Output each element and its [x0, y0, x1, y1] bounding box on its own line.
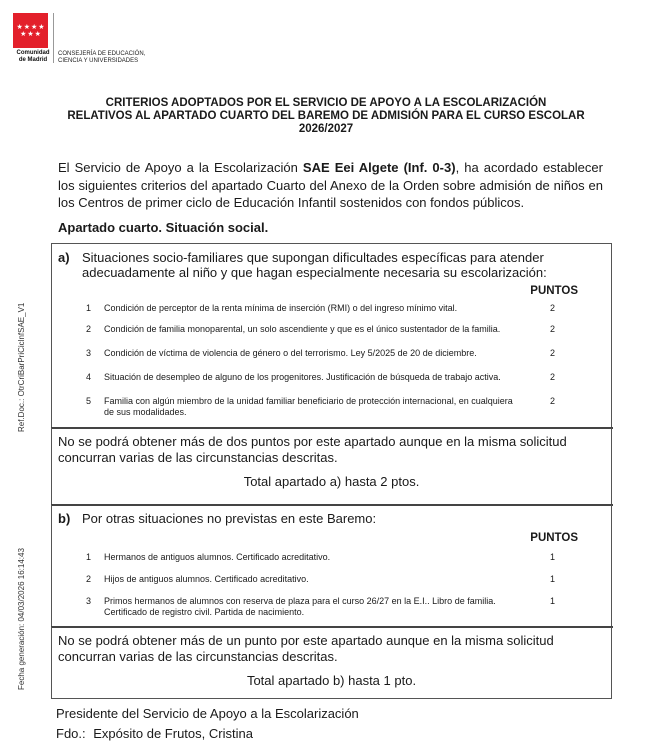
section-a-note: No se podrá obtener más de dos puntos por este apartado aunque en la misma solicitud concurran varias de las circunstancias descritas. [58, 434, 567, 465]
item-text: Hermanos de antiguos alumnos. Certificado acreditativo. [104, 552, 331, 562]
section-b-description: Por otras situaciones no previstas en este Baremo: [82, 511, 377, 526]
logo-name-line1: Comunidad [16, 50, 50, 56]
item-number: 3 [86, 348, 92, 358]
section-a-description: Situaciones socio-familiares que supongan dificultades específicas para atender adecuadamente al niño y que hagan especialmente necesaria su escolarización: [82, 250, 547, 280]
section-a [51, 243, 612, 428]
item-points: 2 [550, 348, 556, 358]
section-a-note-box [51, 428, 612, 505]
consejeria-label [58, 51, 145, 65]
comunidad-madrid-flag-icon: ★ ★ ★ ★ ★ ★ ★ [13, 13, 48, 48]
signer-name: Expósito de Frutos, Cristina [93, 726, 253, 741]
signer-role: Presidente del Servicio de Apoyo a la Escolarización [56, 706, 359, 721]
logo-divider [53, 13, 54, 63]
item-points: 1 [550, 596, 556, 606]
title-line2: RELATIVOS AL APARTADO CUARTO DEL BAREMO DE ADMISIÓN PARA EL CURSO ESCOLAR [67, 110, 585, 122]
item-number: 4 [86, 372, 92, 382]
item-points: 2 [550, 372, 556, 382]
generation-date-label: Fecha generación: 04/03/2026 16:14:43 [17, 548, 26, 690]
logo-name-line2: de Madrid [18, 57, 48, 63]
intro-text-before: El Servicio de Apoyo a la Escolarización [58, 160, 303, 175]
section-b-total: Total apartado b) hasta 1 pto. [246, 673, 417, 688]
section-heading: Apartado cuarto. Situación social. [58, 220, 269, 235]
item-points: 2 [550, 303, 556, 313]
item-points: 1 [550, 552, 556, 562]
section-b-note: No se podrá obtener más de un punto por este apartado aunque en la misma solicitud concurran varias de las circunstancias descritas. [58, 633, 554, 664]
item-text: Condición de víctima de violencia de género o del terrorismo. Ley 5/2025 de 20 de diciembre. [104, 348, 477, 358]
section-a-letter: a) [58, 250, 70, 265]
section-a-puntos-header: PUNTOS [530, 285, 578, 297]
section-b-puntos-header: PUNTOS [530, 532, 578, 544]
section-b-letter: b) [58, 511, 71, 526]
item-number: 2 [86, 324, 92, 334]
item-number: 3 [86, 596, 92, 606]
signer-line [56, 726, 253, 741]
item-number: 2 [86, 574, 92, 584]
comunidad-madrid-logo [13, 13, 53, 64]
intro-paragraph [58, 159, 603, 212]
consejeria-line2: CIENCIA Y UNIVERSIDADES [58, 58, 139, 64]
title-line3: 2026/2027 [298, 123, 354, 135]
fdo-label: Fdo.: [56, 726, 86, 741]
item-number: 1 [86, 303, 92, 313]
item-text: Condición de perceptor de la renta mínima de inserción (RMI) o del ingreso mínimo vital. [104, 303, 458, 313]
intro-text-after: , ha acordado establecer los siguientes criterios del apartado Cuarto del Anexo de la Orden sobre admisión de niños en los Centros de primer ciclo de Educación Infantil sostenidos con fondos públicos. [58, 160, 603, 210]
sae-name: SAE Eei Algete (Inf. 0-3) [302, 160, 456, 175]
document-title [0, 97, 652, 136]
item-text: Primos hermanos de alumnos con reserva de plaza para el curso 26/27 en la E.I.. Libro de familia. Certificado de registro civil. Partida de nacimiento. [104, 596, 496, 617]
item-points: 1 [550, 574, 556, 584]
consejeria-line1: CONSEJERÍA DE EDUCACIÓN, [58, 51, 146, 57]
item-text: Hijos de antiguos alumnos. Certificado acreditativo. [104, 574, 309, 584]
item-points: 2 [550, 324, 556, 334]
ref-doc-label: Ref.Doc.: OtrCriBarPriCiclnfSAE_V1 [17, 302, 26, 432]
logo-name [13, 50, 53, 64]
item-text: Situación de desempleo de alguno de los progenitores. Justificación de búsqueda de trabajo activa. [104, 372, 501, 382]
item-number: 1 [86, 552, 92, 562]
item-text: Familia con algún miembro de la unidad familiar beneficiario de protección internacional, en cualquiera de sus modalidades. [104, 396, 513, 417]
section-b-note-box [51, 627, 612, 699]
item-text: Condición de familia monoparental, un solo ascendiente y que es el único sustentador de la familia. [104, 324, 501, 334]
item-number: 5 [86, 396, 92, 406]
item-points: 2 [550, 396, 556, 406]
title-line1: CRITERIOS ADOPTADOS POR EL SERVICIO DE APOYO A LA ESCOLARIZACIÓN [105, 97, 547, 109]
section-a-total: Total apartado a) hasta 2 ptos. [243, 474, 420, 489]
section-b [51, 505, 612, 627]
